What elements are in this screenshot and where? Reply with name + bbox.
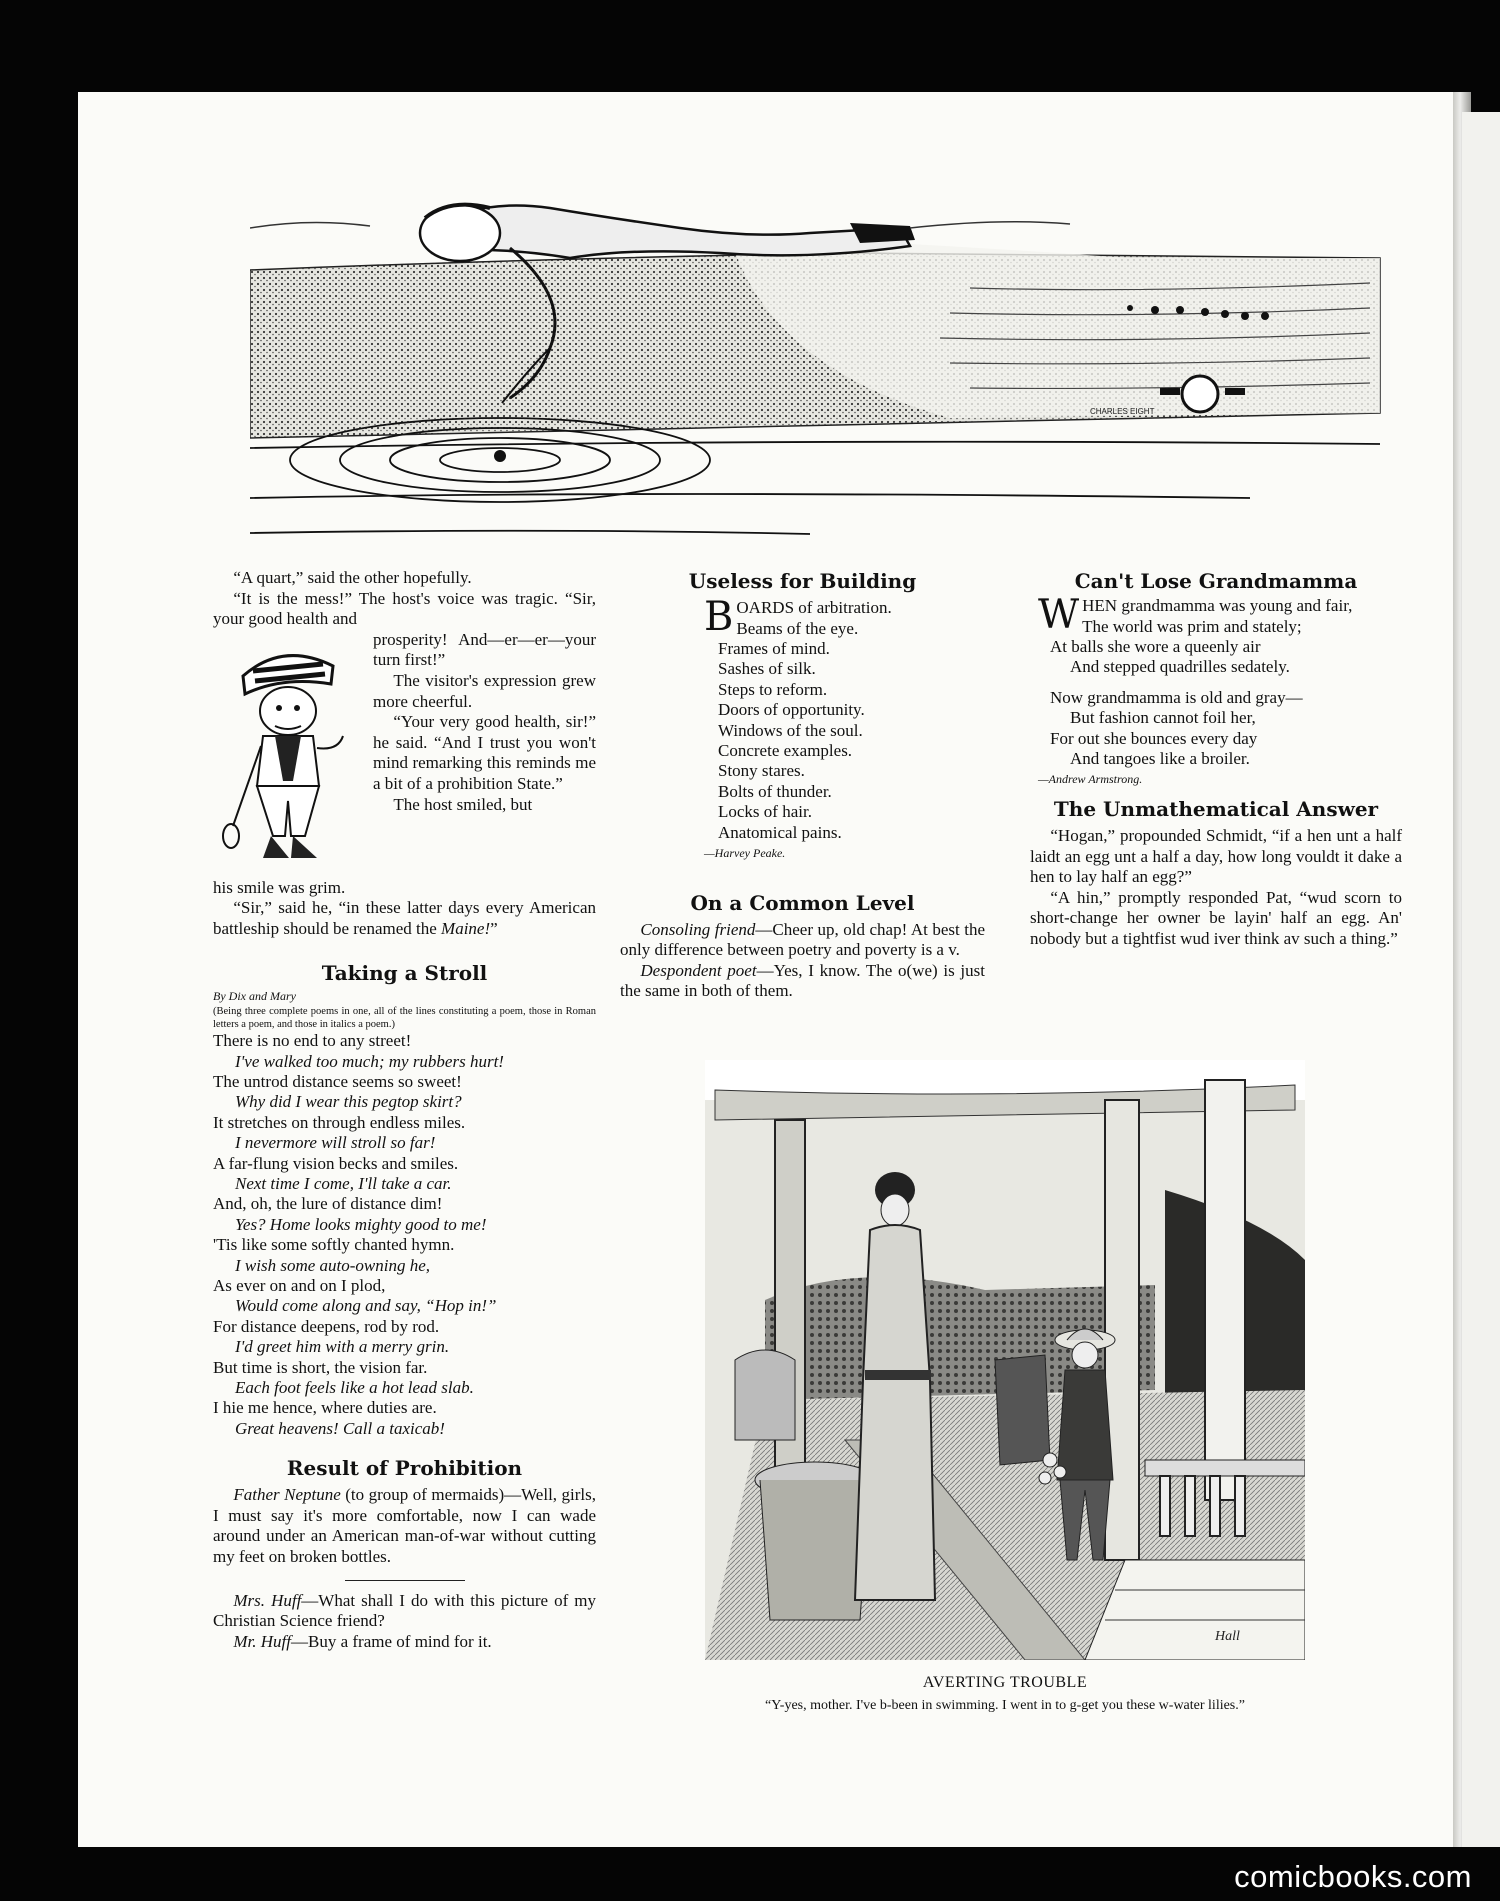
poem-line: There is no end to any street! [213,1031,412,1051]
poem-line: But time is short, the vision far. [213,1357,428,1377]
poem-line: And, oh, the lure of distance dim! [213,1194,443,1214]
story-paragraph: “It is the mess!” The host's voice was tragic. “Sir, your good health and [213,588,596,629]
poem-line: Stony stares. [718,761,805,781]
story-paragraph: The visitor's expression grew more cheerful. [373,670,596,711]
poem-line: I've walked too much; my rubbers hurt! [235,1051,504,1071]
column-2 [620,568,985,1002]
article-title: The Unmathematical Answer [1053,797,1379,822]
story-paragraph: “A quart,” said the other hopefully. [233,568,472,587]
story-paragraph: Despondent poet—Yes, I know. The o(we) is just the same in both of them. [620,960,985,1001]
article-note: (Being three complete poems in one, all of the lines constituting a poem, those in Roman letters a poem, and those in italics a poem.) [213,1006,596,1030]
poem-line: Sashes of silk. [718,659,816,679]
poem-line: Frames of mind. [718,639,830,658]
story-paragraph: Consoling friend—Cheer up, old chap! At best the only difference between poetry and poverty is a v. [620,919,986,960]
poem-line: Steps to reform. [718,679,828,699]
poem-line: HEN grandmamma was young and fair, [1082,596,1353,615]
facing-page-edge [1462,112,1500,1847]
poem-line: It stretches on through endless miles. [213,1112,466,1132]
column-3 [1030,568,1402,950]
article-title: Result of Prohibition [286,1456,523,1481]
poem-line: The untrod distance seems so sweet! [213,1071,462,1091]
poem-line: Now grandmamma is old and gray— [1050,687,1303,707]
poem-line: 'Tis like some softly chanted hymn. [213,1235,455,1255]
divider-rule [345,1580,465,1581]
poem-line: And stepped quadrilles sedately. [1070,657,1290,677]
story-paragraph: The host smiled, but [393,794,533,814]
porch-illustration [705,1060,1305,1660]
story-paragraph: Father Neptune (to group of mermaids)—Well, girls, I must say it's more comfortable, now I can wade around under an American man-of-war without cutting my feet on broken bottles. [213,1485,596,1567]
story-paragraph: “Hogan,” propounded Schmidt, “if a hen unt a half laidt an egg unt a half a day, how long vouldt it dake a hen to lay half an egg?” [1030,826,1402,887]
article-title: Useless for Building [688,569,917,593]
poem-stanza [1038,688,1402,770]
poem-line: For distance deepens, rod by rod. [213,1316,440,1336]
poem-line: Bolts of thunder. [718,781,832,801]
article-title: On a Common Level [690,890,915,915]
poem-line: I nevermore will stroll so far! [235,1133,436,1153]
article-title: Taking a Stroll [321,960,488,985]
story-paragraph: “A hin,” promptly responded Pat, “wud scorn to short-change her owner be layin' half an egg. An' nobody but a tightfist wud iver think av such a thing.” [1030,887,1402,948]
poem-line: Why did I wear this pegtop skirt? [235,1092,462,1112]
poem-line: Beams of the eye. [736,618,859,638]
author-credit: —Harvey Peake. [704,846,786,861]
story-paragraph: Mrs. Huff—What shall I do with this picture of my Christian Science friend? [213,1590,596,1631]
illustration-caption-title: AVERTING TROUBLE [922,1674,1088,1691]
poem [213,1031,596,1439]
poem-line: Each foot feels like a hot lead slab. [235,1378,474,1398]
poem-line: Great heavens! Call a taxicab! [235,1418,445,1438]
drop-cap: B [704,594,734,640]
poem-line: Concrete examples. [718,741,853,761]
article-title: Can't Lose Grandmamma [1074,569,1358,593]
site-watermark: comicbooks.com [1234,1859,1472,1894]
poem-line: Yes? Home looks mighty good to me! [235,1214,487,1234]
story-paragraph: “Sir,” said he, “in these latter days every American battleship should be renamed the Maine!” [213,898,596,938]
poem [704,619,985,843]
poem-line: I'd greet him with a merry grin. [235,1337,450,1357]
poem-stanza [1038,617,1402,678]
illustration-caption: “Y-yes, mother. I've b-been in swimming. I went in to g-get you these w-water lilies.” [765,1698,1245,1713]
golfer-illustration [213,636,363,876]
poem-line: Windows of the soul. [718,720,863,740]
poem-line: OARDS of arbitration. [736,598,892,617]
column-1 [213,568,596,1652]
poem-line: Anatomical pains. [718,822,842,842]
poem-line: At balls she wore a queenly air [1050,637,1261,656]
poem-line: I wish some auto-owning he, [235,1255,431,1275]
poem-line: But fashion cannot foil her, [1070,708,1256,728]
poem-line: And tangoes like a broiler. [1070,749,1250,769]
artist-signature: Hall [1215,1629,1240,1644]
poem-line: Next time I come, I'll take a car. [235,1174,452,1193]
article-byline: By Dix and Mary [213,988,296,1003]
story-paragraph: prosperity! And—er—er—your turn first!” [373,629,596,670]
poem-line: A far-flung vision becks and smiles. [213,1153,459,1173]
drop-cap: W [1038,592,1080,638]
poem-line: I hie me hence, where duties are. [213,1398,437,1418]
story-paragraph: his smile was grim. [213,877,346,897]
poem-line: The world was prim and stately; [1082,616,1302,636]
top-illustration [250,198,1382,546]
poem-line: Locks of hair. [718,802,812,822]
poem-line: Doors of opportunity. [718,700,865,720]
poem-line: Would come along and say, “Hop in!” [235,1296,497,1316]
author-credit: —Andrew Armstrong. [1038,772,1143,787]
artist-signature: CHARLES EIGHT [1090,407,1155,416]
poem-line: As ever on and on I plod, [213,1276,386,1296]
story-paragraph: “Your very good health, sir!” he said. “And I trust you won't mind remarking this reminds me a bit of a prohibition State.” [373,712,596,793]
story-paragraph: Mr. Huff—Buy a frame of mind for it. [233,1631,492,1651]
poem-line: For out she bounces every day [1050,728,1258,748]
